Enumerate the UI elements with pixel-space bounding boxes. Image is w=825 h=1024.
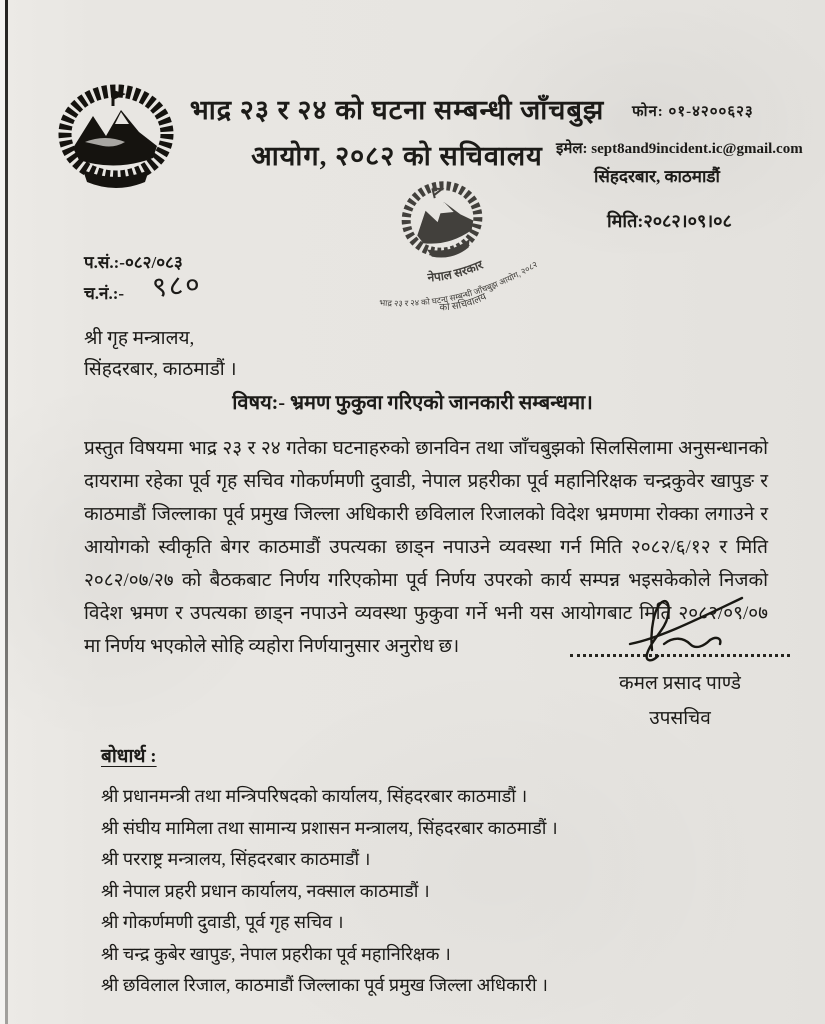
phone-number: फोन: ०१-४२००६२३ bbox=[632, 104, 754, 120]
body-line: विदेश भ्रमण र उपत्यका छाड्न नपाउने व्यवस्था फुकुवा गर्ने भनी यस आयोगबाट मिति २०८२/०९/०७ bbox=[84, 603, 768, 624]
addressee-line2: सिंहदरबार, काठमाडौं । bbox=[84, 359, 237, 380]
email-address: इमेल: sept8and9incident.ic@gmail.com bbox=[556, 141, 803, 157]
dispatch-number-handwritten: ९८० bbox=[151, 269, 203, 304]
subject-line: विषय:- भ्रमण फुकुवा गरिएको जानकारी सम्बन्धमा। bbox=[232, 392, 593, 414]
signatory-name: कमल प्रसाद पाण्डे bbox=[619, 673, 741, 694]
cc-list-item: श्री प्रधानमन्त्री तथा मन्त्रिपरिषदको कार्यालय, सिंहदरबार काठमाडौं । bbox=[101, 786, 528, 806]
cc-list bbox=[101, 781, 761, 1002]
stamp-text-government: नेपाल सरकार bbox=[426, 257, 486, 285]
cc-list-item: श्री परराष्ट्र मन्त्रालय, सिंहदरबार काठमाडौं । bbox=[101, 849, 371, 869]
cc-heading: बोधार्थ : bbox=[101, 746, 157, 767]
commission-title-line1: भाद्र २३ र २४ को घटना सम्बन्धी जाँचबुझ bbox=[189, 95, 605, 125]
cc-list-item: श्री नेपाल प्रहरी प्रधान कार्यालय, नक्साल काठमाडौं । bbox=[101, 880, 430, 901]
commission-title-line2: आयोग, २०८२ को सचिवालय bbox=[251, 141, 543, 171]
signature-block bbox=[560, 600, 800, 730]
cc-list-item: श्री संघीय मामिला तथा सामान्य प्रशासन मन्त्रालय, सिंहदरबार काठमाडौं । bbox=[101, 817, 558, 838]
body-line: काठमाडौं जिल्लाका पूर्व प्रमुख जिल्ला अधिकारी छविलाल रिजालको विदेश भ्रमणमा रोक्का लगाउने र bbox=[84, 504, 768, 525]
body-line: दायरामा रहेका पूर्व गृह सचिव गोकर्णमणी दुवाडी, नेपाल प्रहरीका पूर्व महानिरिक्षक चन्द्रकुवेर खापुङ र bbox=[84, 471, 768, 492]
office-location: सिंहदरबार, काठमाडौं bbox=[594, 167, 720, 186]
official-stamp bbox=[315, 149, 584, 353]
stamp-text-commission: भाद्र २३ र २४ को घटना सम्बन्धी जाँचबुझ आयोग, २०८२ bbox=[378, 258, 540, 309]
cc-list-item: श्री गोकर्णमणी दुवाडी, पूर्व गृह सचिव । bbox=[101, 912, 344, 932]
nepal-coat-of-arms-logo bbox=[55, 82, 177, 196]
body-line: प्रस्तुत विषयमा भाद्र २३ र २४ गतेका घटनाहरुको छानविन तथा जाँचबुझको सिलसिलामा अनुसन्धानको bbox=[84, 438, 768, 459]
body-line: मा निर्णय भएकोले सोहि व्यहोरा निर्णयानुसार अनुरोध छ। bbox=[84, 636, 460, 657]
letter-date: मिति:२०८२।०९।०८ bbox=[607, 211, 732, 231]
scan-edge-dark-line bbox=[5, 0, 8, 1024]
cc-list-item: श्री चन्द्र कुबेर खापुङ, नेपाल प्रहरीका पूर्व महानिरिक्षक । bbox=[101, 943, 451, 964]
dispatch-number-label: च.नं.:- bbox=[84, 284, 125, 303]
cc-list-item: श्री छविलाल रिजाल, काठमाडौं जिल्लाका पूर्व प्रमुख जिल्ला अधिकारी । bbox=[101, 975, 548, 995]
reference-number: प.सं.:-०८२/०८३ bbox=[84, 253, 183, 272]
addressee-line1: श्री गृह मन्त्रालय, bbox=[84, 328, 195, 349]
letterhead-title bbox=[162, 90, 632, 173]
handwritten-signature bbox=[600, 592, 770, 670]
stamp-text-secretariat: को सचिवालय bbox=[439, 291, 489, 314]
body-line: २०८२/०७/२७ को बैठकबाट निर्णय गरिएकोमा पूर्व निर्णय उपरको कार्य सम्पन्न भइसकेकोले निजको bbox=[84, 570, 768, 591]
body-line: आयोगको स्वीकृति बेगर काठमाडौं उपत्यका छाड्न नपाउने व्यवस्था गर्न मिति २०८२/६/१२ र मिति bbox=[84, 537, 768, 558]
signatory-designation: उपसचिव bbox=[649, 708, 711, 729]
svg-text:नेपाल सरकार bbox=[424, 257, 487, 288]
